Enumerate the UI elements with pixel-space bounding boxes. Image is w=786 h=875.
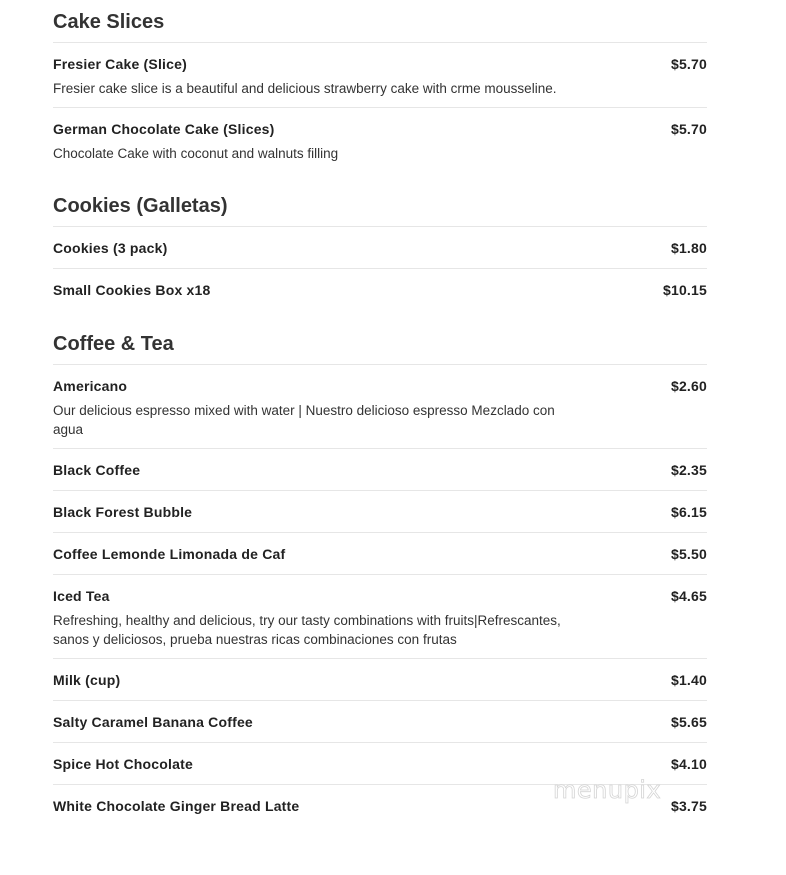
item-price: $10.15 [662, 282, 707, 298]
item-name: German Chocolate Cake (Slices) [53, 121, 275, 137]
item-price: $5.70 [670, 121, 707, 137]
item-price: $6.15 [670, 504, 707, 520]
item-price: $5.65 [670, 714, 707, 730]
item-price: $2.35 [670, 462, 707, 478]
item-name: Milk (cup) [53, 672, 121, 688]
item-name: Cookies (3 pack) [53, 240, 168, 256]
menu-item[interactable] [53, 449, 707, 491]
section-cookies [53, 190, 707, 310]
item-price: $2.60 [670, 378, 707, 394]
item-description: Our delicious espresso mixed with water | Nuestro delicioso espresso Mezclado con agua [53, 403, 555, 437]
section-cake-slices [53, 6, 707, 172]
item-description: Refreshing, healthy and delicious, try our tasty combinations with fruits|Refrescantes, sanos y deliciosos, prueba nuestras ricas combinaciones con frutas [53, 613, 561, 647]
item-name: Americano [53, 378, 128, 394]
item-price: $5.70 [670, 56, 707, 72]
menu-item[interactable] [53, 365, 707, 449]
menu-item[interactable] [53, 575, 707, 659]
item-price: $1.40 [670, 672, 707, 688]
menu-item[interactable] [53, 491, 707, 533]
item-price: $5.50 [670, 546, 707, 562]
menu-item[interactable] [53, 269, 707, 310]
item-name: Spice Hot Chocolate [53, 756, 193, 772]
item-price: $1.80 [670, 240, 707, 256]
menu-item[interactable] [53, 227, 707, 269]
item-price: $4.65 [670, 588, 707, 604]
item-name: Black Coffee [53, 462, 141, 478]
item-name: Coffee Lemonde Limonada de Caf [53, 546, 286, 562]
item-name: Salty Caramel Banana Coffee [53, 714, 253, 730]
section-title: Cake Slices [53, 6, 707, 43]
item-price: $3.75 [670, 798, 707, 814]
item-name: White Chocolate Ginger Bread Latte [53, 798, 300, 814]
item-name: Fresier Cake (Slice) [53, 56, 187, 72]
menu-item[interactable] [53, 533, 707, 575]
item-name: Iced Tea [53, 588, 110, 604]
section-title: Coffee & Tea [53, 328, 707, 365]
section-title: Cookies (Galletas) [53, 190, 707, 227]
menu-item[interactable] [53, 659, 707, 701]
watermark-logo: menupix [553, 776, 662, 804]
menu-item[interactable] [53, 108, 707, 172]
item-name: Black Forest Bubble [53, 504, 193, 520]
menu [53, 6, 707, 826]
menu-item[interactable] [53, 43, 707, 108]
section-coffee-tea [53, 328, 707, 826]
item-name: Small Cookies Box x18 [53, 282, 211, 298]
item-description: Chocolate Cake with coconut and walnuts filling [53, 146, 339, 161]
item-description: Fresier cake slice is a beautiful and delicious strawberry cake with crme mousseline. [53, 81, 557, 96]
item-price: $4.10 [670, 756, 707, 772]
menu-item[interactable] [53, 701, 707, 743]
